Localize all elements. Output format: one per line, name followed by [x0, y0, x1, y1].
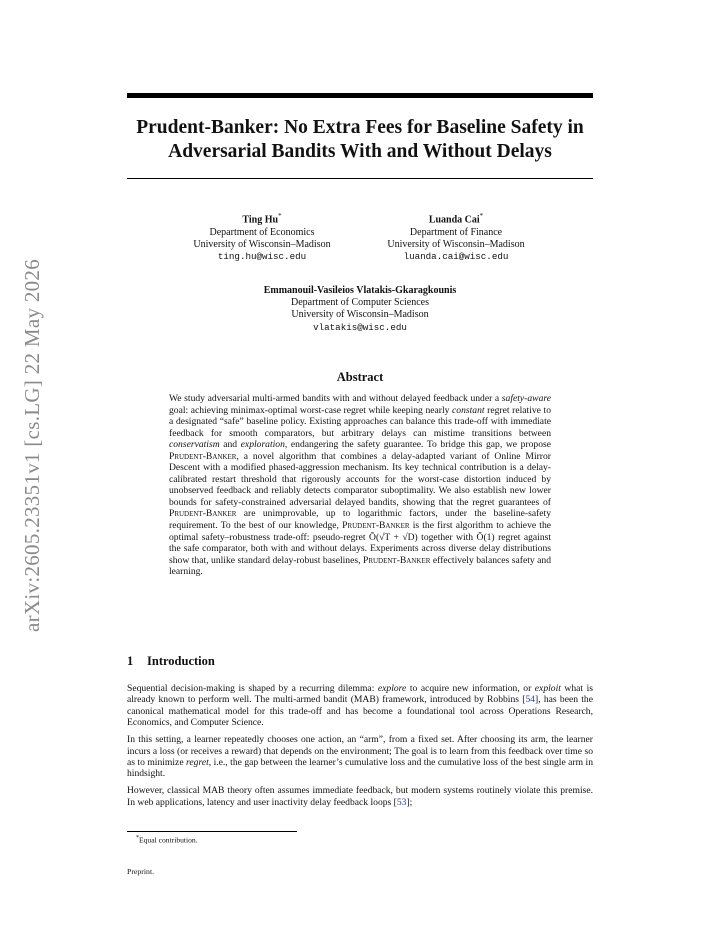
footnote: *Equal contribution. [136, 835, 198, 845]
author-email[interactable]: luanda.cai@wisc.edu [403, 250, 509, 262]
math-safe-bound: Õ(1) [476, 531, 495, 543]
author-block-1 [162, 210, 362, 263]
author-block-3 [210, 285, 510, 334]
title-bottom-rule [127, 178, 593, 179]
introduction-body [127, 683, 593, 814]
citation-link[interactable]: 53 [396, 796, 407, 808]
algorithm-name: Prudent-Banker [169, 508, 237, 520]
math-regret-bound: Õ(√T + √D) [369, 531, 418, 543]
title-top-rule [127, 93, 593, 98]
intro-paragraph-3: However, classical MAB theory often assumes immediate feedback, but modern systems routinely violate this premise. In web applications, latency and user inactivity delay feedback loops [53]; [127, 785, 593, 808]
paper-title [127, 116, 593, 164]
author-block-2 [356, 210, 556, 263]
intro-paragraph-1: Sequential decision-making is shaped by a recurring dilemma: explore to acquire new information, or exploit what is already known to perform well. The multi-armed bandit (MAB) framework, introduced by Robbins [54], has been the canonical mathematical model for this trade-off and has become a foundational tool across Operations Research, Economics, and Computer Science. [127, 683, 593, 729]
preprint-label: Preprint. [127, 867, 155, 876]
section-title: Introduction [147, 654, 215, 668]
title-line-1: Prudent-Banker: No Extra Fees for Baseline Safety in [136, 117, 584, 138]
title-line-2: Adversarial Bandits With and Without Delays [168, 141, 552, 162]
author-university: University of Wisconsin–Madison [387, 238, 525, 250]
author-department: Department of Computer Sciences [290, 297, 429, 309]
author-university: University of Wisconsin–Madison [193, 238, 331, 250]
algorithm-name: Prudent-Banker [362, 554, 431, 566]
section-number: 1 [127, 654, 134, 668]
abstract-body: We study adversarial multi-armed bandits with and without delayed feedback under a safety-aware goal: achieving minimax-optimal worst-case regret while keeping nearly constant regret relative to a designated “safe” baseline policy. Existing approaches can balance this trade-off with immediate feedback for smooth comparators, but arbitrary delays can mistime transitions between conservatism and exploration, endangering the safety guarantee. To bridge this gap, we propose Prudent-Banker, a novel algorithm that combines a delay-adapted variant of Online Mirror Descent with a modified phased-aggression mechanism. Its key technical contribution is a delay-calibrated restart threshold that rigorously accounts for the worst-case distortion induced by unobserved feedback and reliably detects comparator suboptimality. We also establish new lower bounds for safety-constrained adversarial delayed bandits, showing that the regret guarantees of Prudent-Banker are unimprovable, up to logarithmic factors, under the baseline-safety requirement. To the best of our knowledge, Prudent-Banker is the first algorithm to achieve the optimal safety–robustness trade-off: pseudo-regret Õ(√T + √D) together with Õ(1) regret against the safe comparator, both with and without delays. Experiments across diverse delay distributions show that, unlike standard delay-robust baselines, Prudent-Banker effectively balances safety and learning. [169, 393, 552, 578]
arxiv-identifier: arXiv:2605.23351v1 [cs.LG] 22 May 2026 [20, 258, 44, 632]
author-name: Emmanouil-Vasileios Vlatakis-Gkaragkounis [263, 285, 457, 296]
author-name: Luanda Cai* [428, 212, 484, 226]
footnote-rule [127, 831, 297, 832]
abstract-heading: Abstract [336, 370, 384, 384]
section-heading [127, 654, 215, 669]
author-email[interactable]: vlatakis@wisc.edu [313, 321, 407, 333]
citation-link[interactable]: 54 [525, 694, 536, 706]
author-email[interactable]: ting.hu@wisc.edu [217, 250, 307, 262]
author-university: University of Wisconsin–Madison [291, 309, 429, 321]
author-department: Department of Economics [209, 226, 315, 238]
intro-paragraph-2: In this setting, a learner repeatedly chooses one action, an “arm”, from a fixed set. After choosing its arm, the learner incurs a loss (or receives a reward) that depends on the environment; The goal is to learn from this feedback over time so as to minimize regret, i.e., the gap between the learner’s cumulative loss and the cumulative loss of the best single arm in hindsight. [127, 734, 593, 780]
author-name: Ting Hu* [242, 212, 282, 226]
author-department: Department of Finance [409, 226, 503, 238]
algorithm-name: Prudent-Banker [342, 520, 410, 532]
algorithm-name: Prudent-Banker [169, 450, 237, 462]
